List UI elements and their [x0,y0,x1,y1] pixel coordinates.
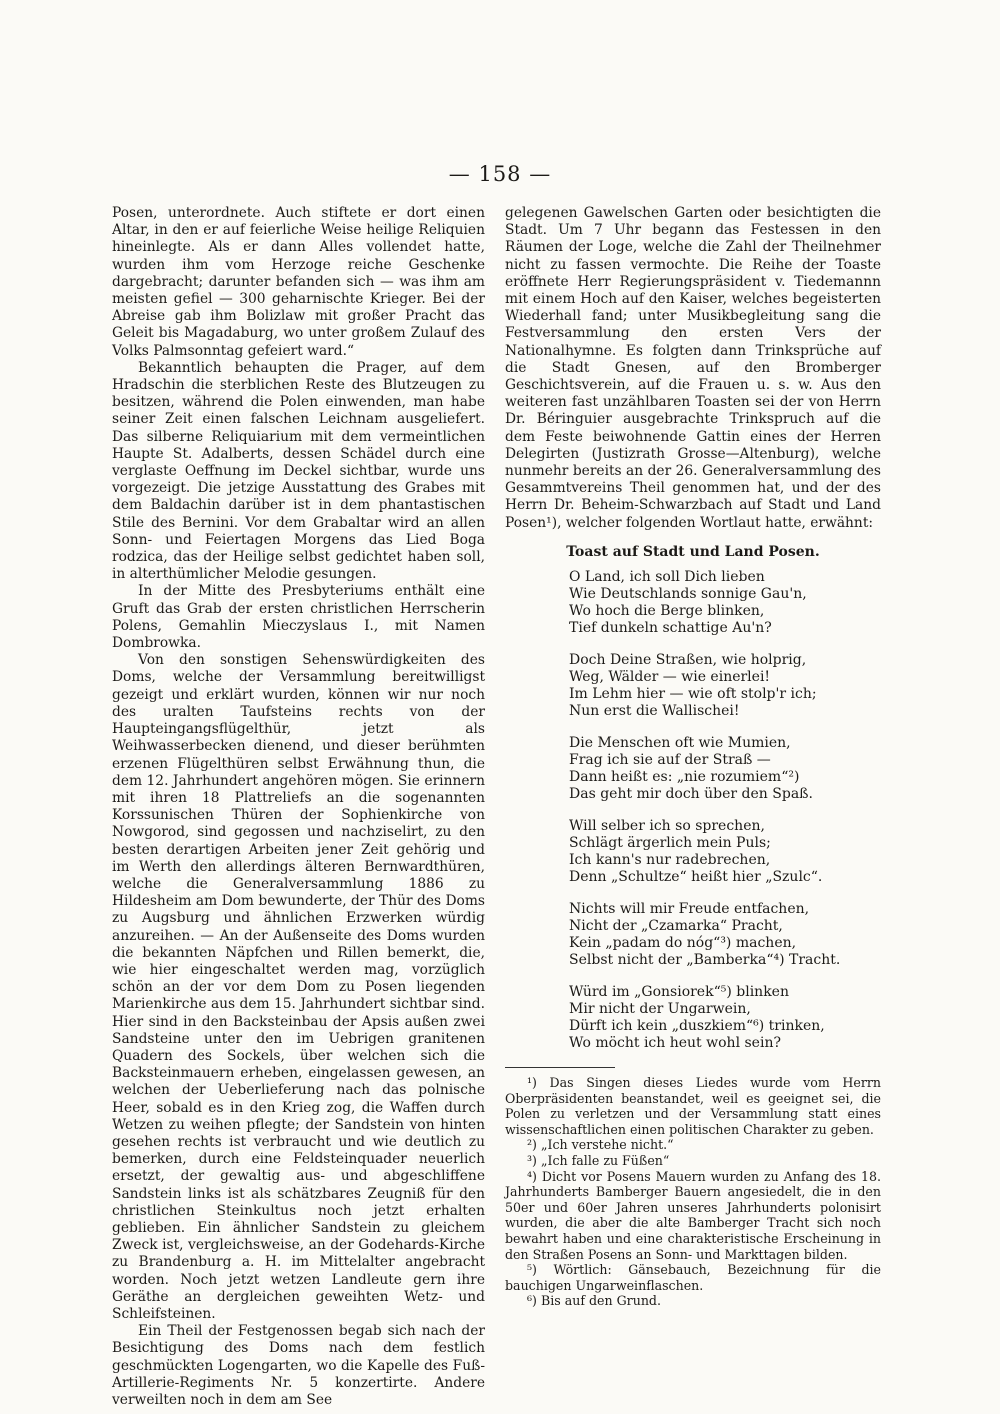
right-column [505,205,881,1309]
poem-stanza [569,735,881,803]
poem-line: Kein „padam do nóg“³) machen, [569,935,797,952]
poem-line: Wie Deutschlands sonnige Gau'n, [569,586,807,603]
poem-line: Nichts will mir Freude entfachen, [569,901,810,918]
poem-line: Schlägt ärgerlich mein Puls; [569,835,771,852]
poem-title: Toast auf Stadt und Land Posen. [566,543,820,560]
poem-stanza [569,984,881,1052]
poem-line: Frag ich sie auf der Straß — [569,752,771,769]
paragraph: Ein Theil der Festgenossen begab sich nach der Besichtigung des Doms nach dem festlich geschmückten Logengarten, wo die Kapelle des Fuß-Artillerie-Regiments Nr. 5 konzertirte. Andere verweilten noch in dem am See [112,1323,485,1409]
poem-line: Dann heißt es: „nie rozumiem“²) [569,769,800,786]
left-column [112,205,485,1409]
poem-line: Denn „Schultze“ heißt hier „Szulc“. [569,869,823,886]
footnote: ³) „Ich falle zu Füßen“ [527,1153,670,1169]
poem-line: O Land, ich soll Dich lieben [569,569,765,586]
paragraph: In der Mitte des Presbyteriums enthält eine Gruft das Grab der ersten christlichen Herrscherin Polens, Gemahlin Mieczyslaus I., mit Namen Dombrowka. [112,583,485,652]
footnote: ⁵) Wörtlich: Gänsebauch, Bezeichnung für die bauchigen Ungarweinflaschen. [505,1262,881,1293]
page-number: — 158 — [448,162,552,186]
footnotes [505,1075,881,1309]
poem-line: Dürft ich kein „duszkiem“⁶) trinken, [569,1018,825,1035]
footnote: ¹) Das Singen dieses Liedes wurde vom Herrn Oberpräsidenten beanstandet, weil es geeignet sei, die Polen zu verletzen und der Versammlung statt eines wissenschaftlichen einen politischen Charakter zu geben. [505,1075,881,1137]
poem-line: Nun erst die Wallischei! [569,703,740,720]
poem-line: Mir nicht der Ungarwein, [569,1001,751,1018]
poem-stanza [569,569,881,637]
poem-line: Wo möcht ich heut wohl sein? [569,1035,781,1052]
poem-line: Wo hoch die Berge blinken, [569,603,765,620]
poem-line: Das geht mir doch über den Spaß. [569,786,813,803]
footnote: ⁶) Bis auf den Grund. [527,1293,661,1309]
poem-line: Tief dunkeln schattige Au'n? [569,620,772,637]
footnote: ⁴) Dicht vor Posens Mauern wurden zu Anfang des 18. Jahrhunderts Bamberger Bauern angesiedelt, die in den 50er und 60er Jahren unseres Jahrhunderts polonisirt wurden, die aber die alte Bamberger Tracht sich noch bewahrt haben und eine charakteristische Erscheinung in den Straßen Posens an Sonn- und Markttagen bilden. [505,1168,881,1262]
paragraph: Posen, unterordnete. Auch stiftete er dort einen Altar, in den er auf feierliche Weise heilige Reliquien hineinlegte. Als er dann Alles vollendet hatte, wurden ihm vom Herzoge reiche Geschenke dargebracht; darunter befanden sich — was ihm am meisten gefiel — 300 geharnischte Krieger. Bei der Abreise gab ihm Bolizlaw mit großer Pracht das Geleit bis Magadaburg, wo unter großem Zulauf des Volks Palmsonntag gefeiert ward.“ [112,205,485,359]
poem-line: Ich kann's nur radebrechen, [569,852,771,869]
paragraph: gelegenen Gawelschen Garten oder besichtigten die Stadt. Um 7 Uhr begann das Festessen in den Räumen der Loge, welche die Zahl der Theilnehmer nicht zu fassen vermochte. Die Reihe der Toaste eröffnete Herr Regierungspräsident v. Tiedemannn mit einem Hoch auf den Kaiser, welches begeisterten Wiederhall fand; unter Musikbegleitung sang die Festversammlung den ersten Vers der Nationalhymne. Es folgten dann Trinksprüche auf die Stadt Gnesen, auf den Bromberger Geschichtsverein, auf die Frauen u. s. w. Aus den weiteren fast unzählbaren Toasten sei der von Herrn Dr. Béringuier ausgebrachte Trinkspruch auf die dem Feste beiwohnende Gattin eines der Herren Delegirten (Justizrath Grosse—Altenburg), welche nunmehr bereits an der 26. Generalversammlung des Gesammtvereins Theil genommen hat, und der des Herrn Dr. Beheim-Schwarzbach auf Stadt und Land Posen¹), welcher folgenden Wortlaut hatte, erwähnt: [505,205,881,531]
poem-stanza [569,652,881,720]
poem-line: Die Menschen oft wie Mumien, [569,735,791,752]
poem-line: Doch Deine Straßen, wie holprig, [569,652,807,669]
poem-line: Im Lehm hier — wie oft stolp'r ich; [569,686,817,703]
paragraph: Bekanntlich behaupten die Prager, auf dem Hradschin die sterblichen Reste des Blutzeugen zu besitzen, während die Polen einwenden, man habe seiner Zeit einen falschen Leichnam ausgeliefert. Das silberne Reliquiarium mit dem vermeintlichen Haupte St. Adalberts, dessen Schädel durch eine verglaste Oeffnung im Deckel sichtbar, wurde uns vorgezeigt. Die jetzige Ausstattung des Grabes mit dem Baldachin darüber ist in dem phantastischen Stile des Bernini. Vor dem Grabaltar wird an allen Sonn- und Feiertagen Morgens das Lied Boga rodzica, das der Heilige selbst gedichtet haben soll, in alterthümlicher Melodie gesungen. [112,359,485,583]
paragraph: Von den sonstigen Sehenswürdigkeiten des Doms, welche der Versammlung bereitwilligst gezeigt und erklärt wurden, können wir nur noch des uralten Taufsteins rechts von der Haupteingangsflügelthür, jetzt als Weihwasserbecken dienend, und dieser berühmten erzenen Flügelthüren selbst Erwähnung thun, die dem 12. Jahrhundert angehören mögen. Sie erinnern mit ihren 18 Plattreliefs an die sogenannten Korssunischen Thüren der Sophienkirche von Nowgorod, sind gegossen und nachziselirt, zu den besten derartigen Arbeiten jener Zeit gehörig und im Werth den allerdings älteren Bernwardthüren, welche die Generalversammlung 1886 zu Hildesheim am Dom bewunderte, der Thür des Doms zu Augsburg und ähnlichen Erzwerken würdig anzureihen. — An der Außenseite des Doms wurden die bekannten Näpfchen und Rillen bemerkt, die, wie hier eingeschaltet werden mag, vorzüglich schön an der vor dem Dom zu Posen liegenden Marienkirche aus dem 15. Jahrhundert sichtbar sind. Hier sind in den Backsteinbau der Apsis außen zwei Sandsteine unter den im Uebrigen granitenen Quadern des Sockels, über welchen sich die Backsteinmauern erheben, eingelassen gewesen, an welchen der Ueberlieferung nach das polnische Heer, sobald es in den Krieg zog, die Waffen durch Wetzen zu weihen pflegte; der Sandstein von hinten gesehen rechts ist verbraucht und wie deutlich zu bemerken, durch eine Feldsteinquader neuerlich ersetzt, der gewaltig aus- und abgeschliffene Sandstein links ist als schätzbares Zeugniß für den christlichen Steinkultus noch jetzt erhalten geblieben. Ein ähnlicher Sandstein zu gleichem Zweck ist, vergleichsweise, an der Godehards-Kirche zu Brandenburg a. H. im Mittelalter angebracht worden. Noch jetzt wetzen Landleute gern ihre Geräthe an dergleichen geweihten Wetz- und Schleifsteinen. [112,652,486,1322]
poem-line: Will selber ich so sprechen, [569,818,765,835]
poem-line: Würd im „Gonsiorek“⁵) blinken [569,984,789,1001]
poem-line: Selbst nicht der „Bamberka“⁴) Tracht. [569,952,841,969]
footnote: ²) „Ich verstehe nicht.“ [527,1137,674,1153]
poem-stanza [569,818,881,886]
poem-line: Weg, Wälder — wie einerlei! [569,669,771,686]
footnote-divider [505,1067,615,1068]
poem-stanza [569,901,881,969]
poem-line: Nicht der „Czamarka“ Pracht, [569,918,783,935]
